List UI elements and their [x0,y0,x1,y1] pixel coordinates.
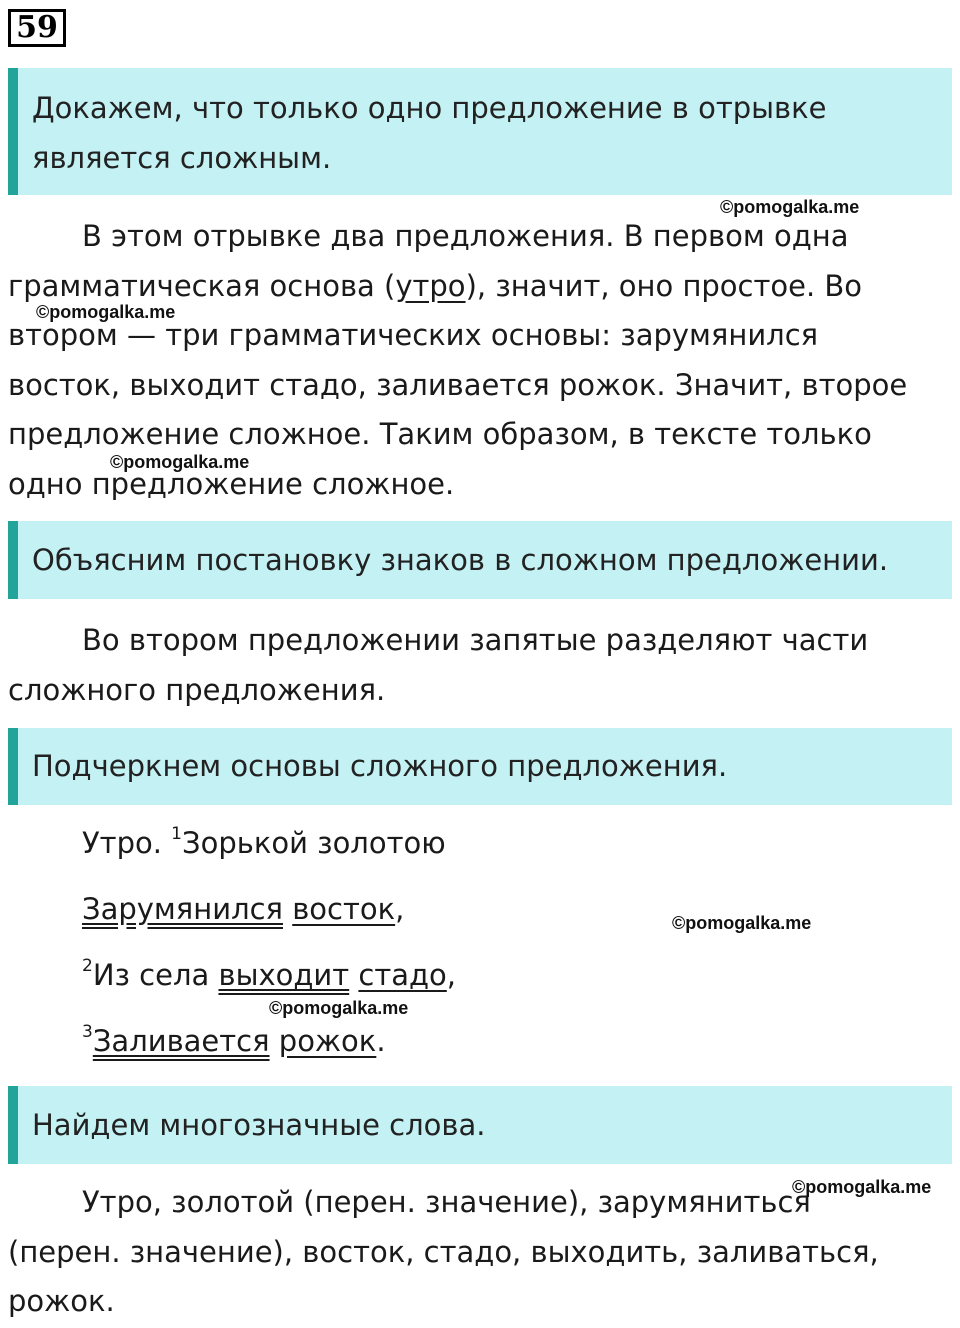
watermark: ©pomogalka.me [269,998,409,1018]
section-heading-punctuation [8,521,952,599]
paragraph-line: предложение сложное. Таким образом, в тексте только [8,417,872,451]
paragraph-line: сложного предложения. [8,672,386,707]
space [270,1024,279,1058]
heading-line: Найдем многозначные слова. [32,1108,486,1142]
space [283,892,292,926]
punctuation: . [376,1024,386,1058]
paragraph-line: (перен. значение), восток, стадо, выходить, заливаться, [8,1234,879,1269]
paragraph-punctuation [8,616,938,715]
paragraph-line: втором — три грамматических основы: зарумянился [8,318,819,352]
punctuation: , [446,958,457,992]
clause-number: 2 [82,956,93,976]
poem-line [82,826,446,860]
heading-line: Подчеркнем основы сложного предложения. [32,749,728,783]
poem-line [82,892,404,926]
watermark: ©pomogalka.me [36,302,176,322]
section-heading-underline [8,728,952,805]
poem-line [82,1024,386,1058]
text-fragment: грамматическая основа ( [8,268,396,303]
text-fragment: ), значит, оно простое. Во [465,268,863,303]
heading-line: Докажем, что только одно предложение в отрывке [32,91,827,125]
poem-text: Из села [92,958,219,992]
clause-number: 3 [82,1022,93,1042]
watermark: ©pomogalka.me [672,913,812,933]
paragraph-line: Во втором предложении запятые разделяют части [82,623,869,657]
watermark: ©pomogalka.me [720,197,860,217]
watermark: ©pomogalka.me [110,452,250,472]
section-heading-proof [8,68,952,195]
exercise-number: 59 [8,9,66,47]
predicate-word: Заливается [92,1024,270,1058]
paragraph-line: одно предложение сложное. [8,466,455,501]
subject-word: стадо [358,958,447,992]
paragraph-line: Утро, золотой (перен. значение), зарумяниться [82,1185,811,1219]
heading-line: является сложным. [32,141,332,175]
subject-word: рожок [278,1024,377,1058]
predicate-word: выходит [218,958,350,992]
paragraph-line: В этом отрывке два предложения. В первом одна [82,219,849,253]
poem-text: Утро. [82,826,172,860]
watermark: ©pomogalka.me [792,1177,932,1197]
section-heading-polysemy [8,1086,952,1164]
heading-line: Объясним постановку знаков в сложном предложении. [32,543,889,577]
paragraph-line: рожок. [8,1284,115,1318]
paragraph-polysemy [8,1178,938,1327]
clause-number: 1 [171,824,182,844]
poem-text: Зорькой золотою [181,826,446,860]
underlined-subject: утро [395,268,466,303]
subject-word: восток [292,892,396,926]
poem-line [82,958,456,992]
space [349,958,358,992]
punctuation: , [395,892,405,926]
predicate-word: Зарумянился [82,892,283,926]
paragraph-line: восток, выходит стадо, заливается рожок. Значит, второе [8,367,908,402]
